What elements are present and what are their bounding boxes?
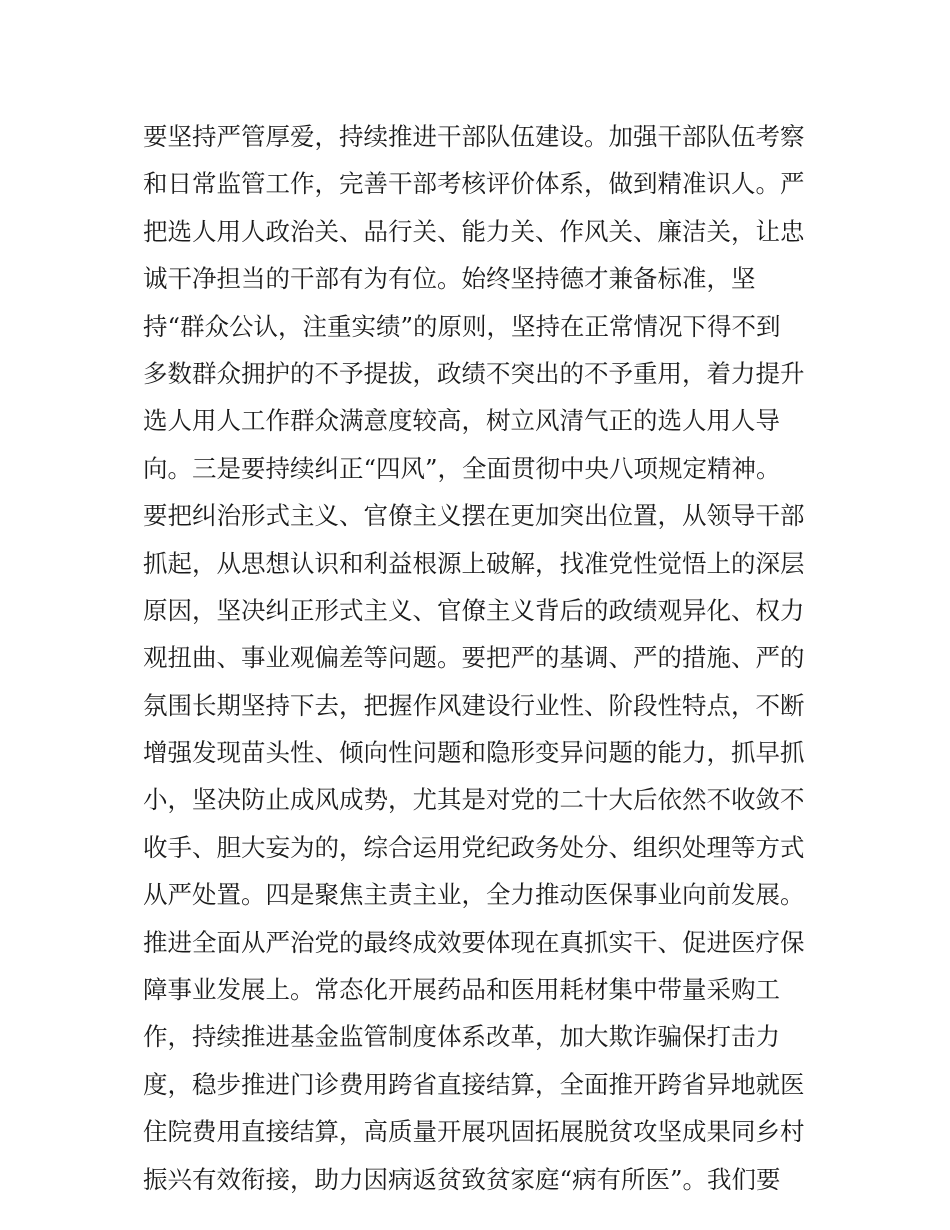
text-line: 多数群众拥护的不予提拔，政绩不突出的不予重用，着力提升 xyxy=(143,358,805,388)
text-line: 住院费用直接结算，高质量开展巩固拓展脱贫攻坚成果同乡村 xyxy=(143,1117,805,1147)
text-line: 抓起，从思想认识和利益根源上破解，找准党性觉悟上的深层 xyxy=(143,548,805,578)
text-line: 氛围长期坚持下去，把握作风建设行业性、阶段性特点，不断 xyxy=(143,690,805,720)
text-line: 原因，坚决纠正形式主义、官僚主义背后的政绩观异化、权力 xyxy=(143,595,805,625)
text-line: 诚干净担当的干部有为有位。始终坚持德才兼备标准，坚 xyxy=(143,264,756,294)
text-line: 观扭曲、事业观偏差等问题。要把严的基调、严的措施、严的 xyxy=(143,643,805,673)
text-line: 增强发现苗头性、倾向性问题和隐形变异问题的能力，抓早抓 xyxy=(143,738,805,768)
text-line: 要把纠治形式主义、官僚主义摆在更加突出位置，从领导干部 xyxy=(143,501,805,531)
text-line: 持“群众公认，注重实绩”的原则，坚持在正常情况下得不到 xyxy=(143,311,781,341)
text-line: 选人用人工作群众满意度较高，树立风清气正的选人用人导 xyxy=(143,406,780,436)
body-text xyxy=(143,113,823,1203)
text-line: 收手、胆大妄为的，综合运用党纪政务处分、组织处理等方式 xyxy=(143,832,805,862)
text-line: 作，持续推进基金监管制度体系改革，加大欺诈骗保打击力 xyxy=(143,1022,780,1052)
text-line: 振兴有效衔接，助力因病返贫致贫家庭“病有所医”。我们要 xyxy=(143,1164,781,1194)
text-line: 和日常监管工作，完善干部考核评价体系，做到精准识人。严 xyxy=(143,169,805,199)
text-line: 小，坚决防止成风成势，尤其是对党的二十大后依然不收敛不 xyxy=(143,785,805,815)
text-line: 要坚持严管厚爱，持续推进干部队伍建设。加强干部队伍考察 xyxy=(143,122,805,151)
text-line: 把选人用人政治关、品行关、能力关、作风关、廉洁关，让忠 xyxy=(143,216,805,246)
text-line: 障事业发展上。常态化开展药品和医用耗材集中带量采购工 xyxy=(143,975,780,1005)
text-line: 从严处置。四是聚焦主责主业，全力推动医保事业向前发展。 xyxy=(143,880,805,910)
text-line: 向。三是要持续纠正“四风”，全面贯彻中央八项规定精神。 xyxy=(143,453,781,483)
text-line: 推进全面从严治党的最终成效要体现在真抓实干、促进医疗保 xyxy=(143,927,805,957)
text-line: 度，稳步推进门诊费用跨省直接结算，全面推开跨省异地就医 xyxy=(143,1069,805,1099)
